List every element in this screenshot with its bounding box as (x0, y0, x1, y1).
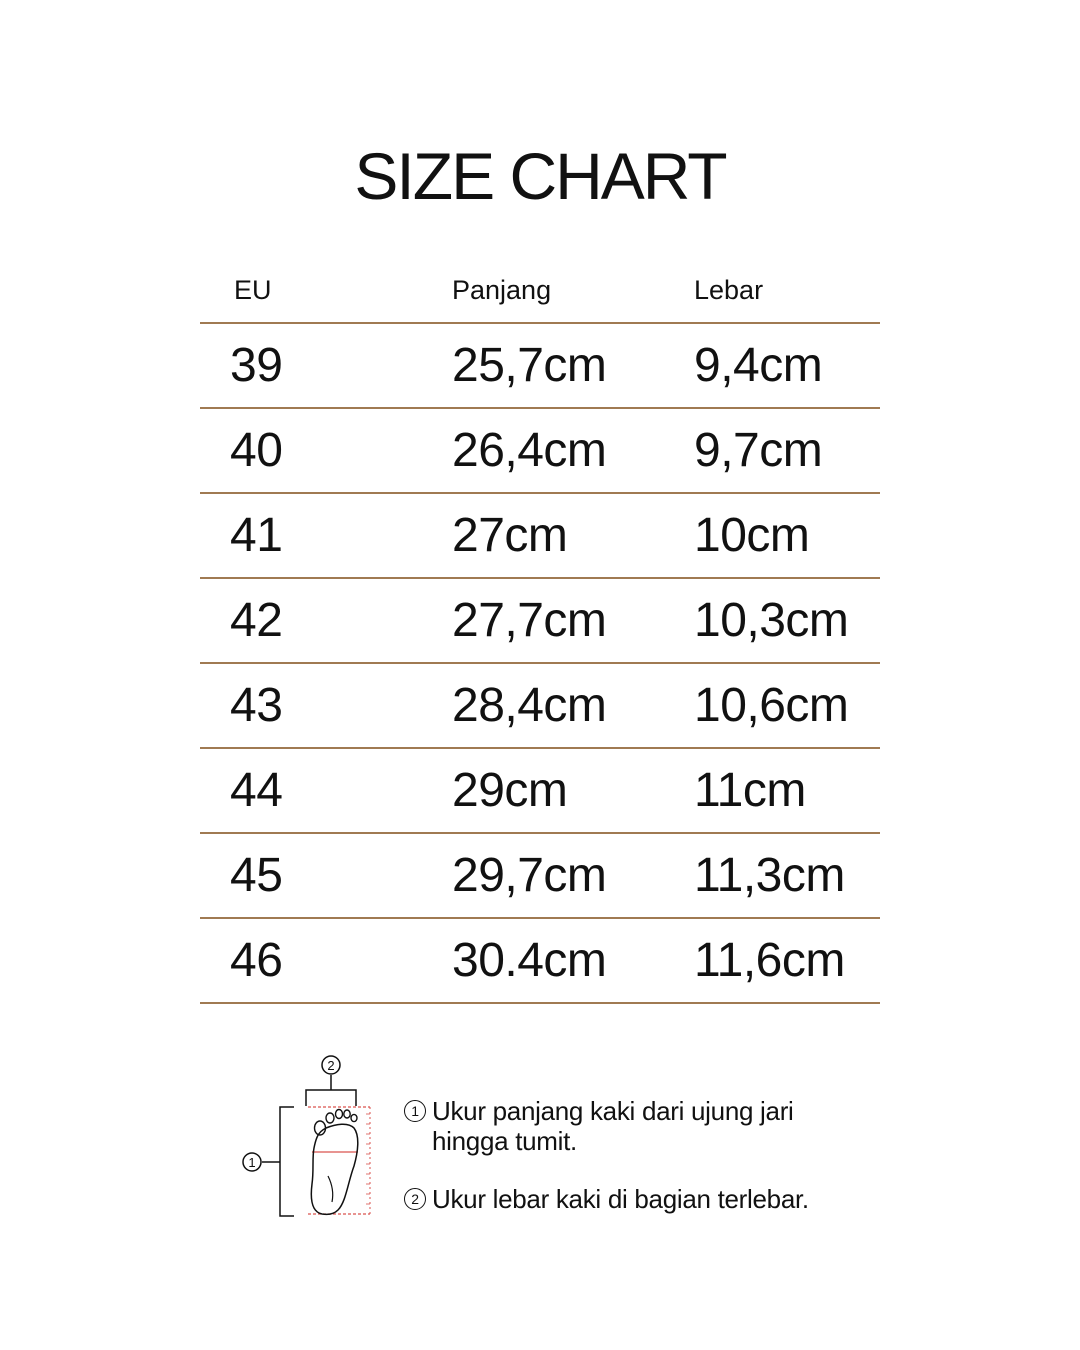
size-eu: 43 (230, 679, 283, 732)
size-eu: 42 (230, 594, 283, 647)
instruction-item (404, 1096, 874, 1156)
instruction-text: Ukur panjang kaki dari ujung jari hingga tumit. (432, 1096, 794, 1156)
size-eu: 46 (230, 934, 283, 987)
size-length: 26,4cm (452, 424, 607, 477)
instruction-item (404, 1184, 874, 1214)
size-width: 11,3cm (694, 849, 845, 902)
table-row (200, 749, 880, 834)
size-width: 9,4cm (694, 339, 823, 392)
table-row (200, 919, 880, 1004)
instruction-text: Ukur lebar kaki di bagian terlebar. (432, 1184, 809, 1214)
size-length: 28,4cm (452, 679, 607, 732)
size-eu: 44 (230, 764, 283, 817)
size-eu: 41 (230, 509, 283, 562)
table-row (200, 409, 880, 494)
size-length: 27,7cm (452, 594, 607, 647)
size-width: 10,6cm (694, 679, 849, 732)
table-row (200, 579, 880, 664)
header-lebar: Lebar (694, 275, 764, 305)
instruction-number: 2 (404, 1188, 426, 1210)
header-panjang: Panjang (452, 275, 552, 305)
size-length: 29cm (452, 764, 568, 817)
size-length: 27cm (452, 509, 568, 562)
measure-instructions (404, 1096, 874, 1214)
foot-measure-diagram (236, 1052, 386, 1224)
page-title: SIZE CHART (354, 139, 726, 213)
foot-outline-icon (236, 1052, 386, 1224)
header-eu: EU (234, 275, 272, 305)
size-width: 10cm (694, 509, 810, 562)
size-length: 29,7cm (452, 849, 607, 902)
size-width: 10,3cm (694, 594, 849, 647)
size-length: 25,7cm (452, 339, 607, 392)
table-row (200, 834, 880, 919)
table-header (200, 268, 880, 324)
width-marker-label: 2 (327, 1058, 335, 1073)
size-length: 30.4cm (452, 934, 607, 987)
size-width: 9,7cm (694, 424, 823, 477)
size-eu: 45 (230, 849, 283, 902)
table-row (200, 664, 880, 749)
size-width: 11,6cm (694, 934, 845, 987)
size-table (200, 268, 880, 1004)
size-width: 11cm (694, 764, 806, 817)
table-row (200, 494, 880, 579)
table-row (200, 324, 880, 409)
instruction-number: 1 (404, 1100, 426, 1122)
size-eu: 39 (230, 339, 283, 392)
length-marker-label: 1 (248, 1155, 256, 1170)
size-eu: 40 (230, 424, 283, 477)
